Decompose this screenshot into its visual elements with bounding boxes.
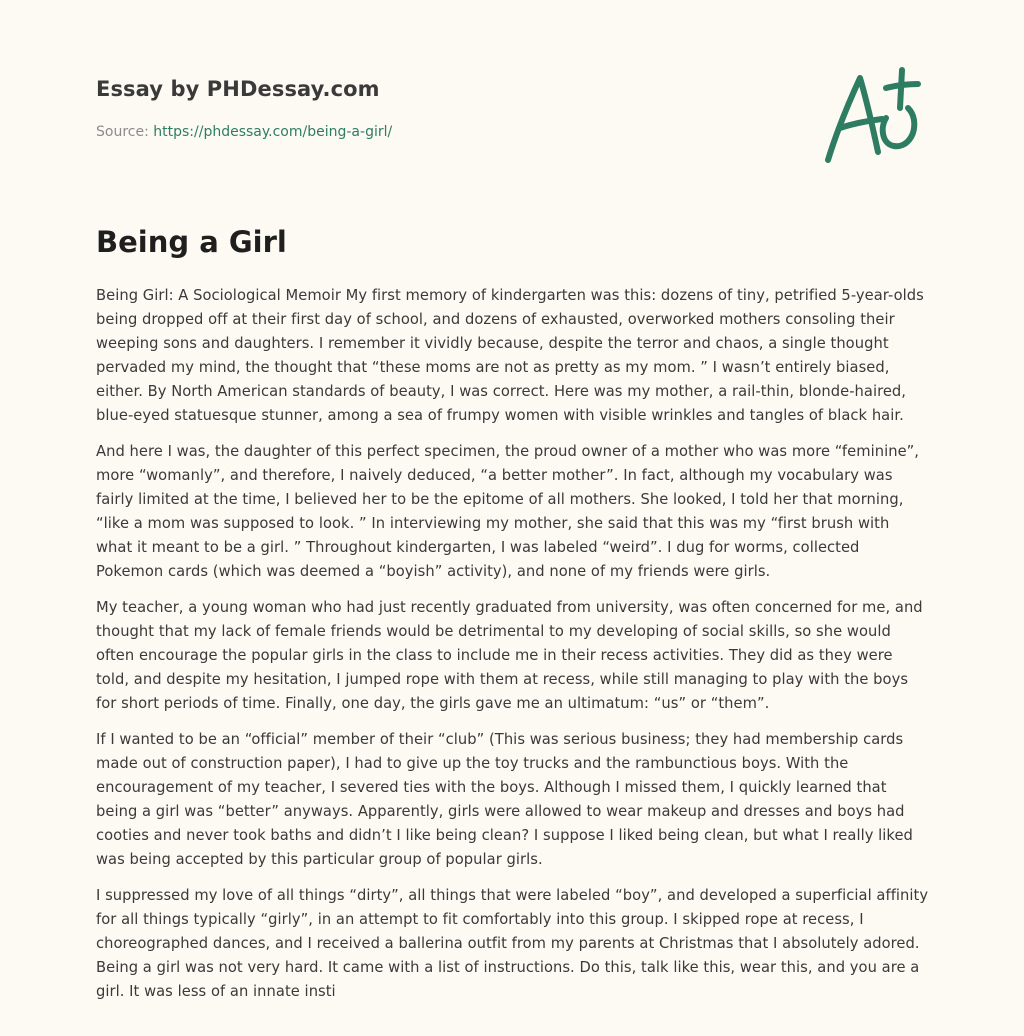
essay-paragraph: And here I was, the daughter of this perfect specimen, the proud owner of a mother who was more “feminine”, more “womanly”, and therefore, I naively deduced, “a better mother”. In fact, although my vocabulary was fairly limited at the time, I believed her to be the epitome of all mothers. She looked, I told her that morning, “like a mom was supposed to look. ” In interviewing my mother, she said that this was my “first brush with what it meant to be a girl. ” Throughout kindergarten, I was labeled “weird”. I dug for worms, collected Pokemon cards (which was deemed a “boyish” activity), and none of my friends were girls. bbox=[96, 443, 920, 580]
essay-paragraph: My teacher, a young woman who had just recently graduated from university, was often concerned for me, and thought that my lack of female friends would be detrimental to my developing of social skills, so she would often encourage the popular girls in the class to include me in their recess activities. They did as they were told, and despite my hesitation, I jumped rope with them at recess, while still managing to play with the boys for short periods of time. Finally, one day, the girls gave me an ultimatum: “us” or “them”. bbox=[96, 599, 923, 712]
essay-body bbox=[96, 284, 930, 1016]
a-plus-grade-icon bbox=[822, 64, 926, 168]
essay-paragraph: Being Girl: A Sociological Memoir My first memory of kindergarten was this: dozens of tiny, petrified 5-year-olds being dropped off at their first day of school, and dozens of exhausted, overworked mothers consoling their weeping sons and daughters. I remember it vividly because, despite the terror and chaos, a single thought pervaded my mind, the thought that “these moms are not as pretty as my mom. ” I wasn’t entirely biased, either. By North American standards of beauty, I was correct. Here was my mother, a rail-thin, blonde-haired, blue-eyed statuesque stunner, among a sea of frumpy women with visible wrinkles and tangles of black hair. bbox=[96, 287, 924, 424]
brand-title: Essay by PHDessay.com bbox=[96, 77, 380, 101]
source-label: Source: bbox=[96, 124, 154, 140]
source-line bbox=[96, 124, 392, 140]
essay-title: Being a Girl bbox=[96, 225, 287, 259]
essay-header bbox=[96, 0, 928, 200]
source-link[interactable]: https://phdessay.com/being-a-girl/ bbox=[153, 124, 393, 140]
essay-paragraph: I suppressed my love of all things “dirty”, all things that were labeled “boy”, and developed a superficial affinity for all things typically “girly”, in an attempt to fit comfortably into this group. I skipped rope at recess, I choreographed dances, and I received a ballerina outfit from my parents at Christmas that I absolutely adored. Being a girl was not very hard. It came with a list of instructions. Do this, talk like this, wear this, and you are a girl. It was less of an innate insti bbox=[96, 887, 929, 1000]
essay-paragraph: If I wanted to be an “official” member of their “club” (This was serious business; they had membership cards made out of construction paper), I had to give up the toy trucks and the rambunctious boys. With the encouragement of my teacher, I severed ties with the boys. Although I missed them, I quickly learned that being a girl was “better” anyways. Apparently, girls were allowed to wear makeup and dresses and boys had cooties and never took baths and didn’t I like being clean? I suppose I liked being clean, but what I really liked was being accepted by this particular group of popular girls. bbox=[96, 731, 913, 868]
